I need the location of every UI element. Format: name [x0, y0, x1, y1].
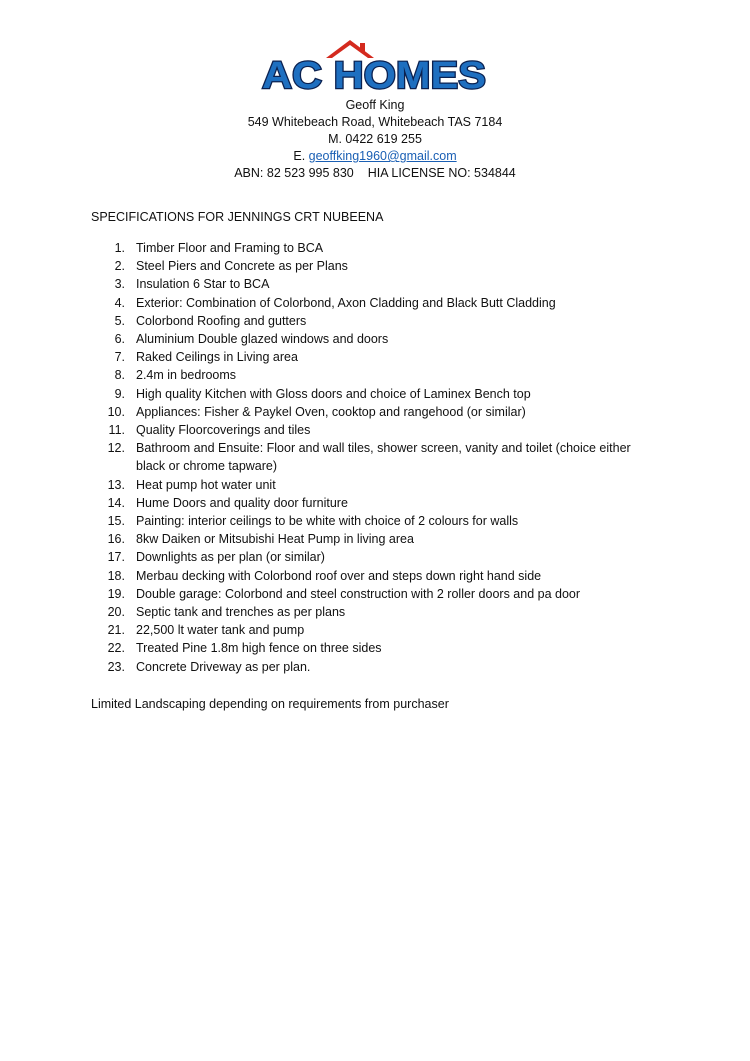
list-item — [91, 403, 661, 421]
list-item — [91, 603, 661, 621]
list-item — [91, 621, 661, 639]
list-item — [91, 257, 661, 275]
list-item-text: Double garage: Colorbond and steel construction with 2 roller doors and pa door — [136, 586, 581, 601]
list-item-text: 22,500 lt water tank and pump — [136, 623, 305, 638]
list-item-number: 5. — [114, 313, 125, 328]
list-item-number: 7. — [114, 350, 125, 365]
list-item-text: Raked Ceilings in Living area — [136, 350, 298, 365]
list-item-number: 10. — [107, 404, 125, 419]
company-logo — [258, 38, 490, 94]
list-item — [91, 585, 661, 603]
list-item — [91, 639, 661, 657]
mobile-number: M. 0422 619 255 — [328, 132, 422, 146]
list-item-number: 3. — [114, 277, 125, 292]
landscaping-note: Limited Landscaping depending on requirements from purchaser — [91, 697, 449, 711]
house-roof-icon — [258, 38, 490, 94]
list-item — [91, 548, 661, 566]
list-item-text: Painting: interior ceilings to be white with choice of 2 colours for walls — [136, 514, 519, 529]
email-prefix: E. — [293, 149, 306, 163]
list-item-number: 22. — [107, 641, 125, 656]
list-item — [91, 439, 661, 475]
list-item-number: 18. — [107, 568, 125, 583]
list-item-text: Steel Piers and Concrete as per Plans — [136, 259, 348, 274]
list-item — [91, 567, 661, 585]
list-item — [91, 348, 661, 366]
list-item-number: 9. — [114, 386, 125, 401]
list-item — [91, 239, 661, 257]
list-item-number: 16. — [107, 532, 125, 547]
list-item-number: 8. — [114, 368, 125, 383]
list-item-number: 2. — [114, 259, 125, 274]
hia-license: HIA LICENSE NO: 534844 — [367, 166, 516, 180]
list-item-text: Merbau decking with Colorbond roof over and steps down right hand side — [136, 568, 542, 583]
list-item-text: Quality Floorcoverings and tiles — [136, 423, 311, 438]
registration-line — [0, 165, 750, 182]
owner-name: Geoff King — [345, 98, 405, 112]
list-item-number: 20. — [107, 605, 125, 620]
list-item-number: 6. — [114, 332, 125, 347]
specifications-list — [91, 239, 661, 676]
list-item-number: 21. — [107, 623, 125, 638]
email-line — [0, 148, 750, 165]
list-item-text: Downlights as per plan (or similar) — [136, 550, 325, 565]
list-item-text: Treated Pine 1.8m high fence on three sides — [136, 641, 382, 656]
list-item-number: 4. — [114, 295, 125, 310]
list-item-text: Aluminium Double glazed windows and doors — [136, 332, 389, 347]
list-item — [91, 658, 661, 676]
list-item-number: 17. — [107, 550, 125, 565]
list-item-text: Appliances: Fisher & Paykel Oven, cooktop and rangehood (or similar) — [136, 404, 526, 419]
list-item — [91, 312, 661, 330]
list-item — [91, 294, 661, 312]
list-item-number: 14. — [107, 495, 125, 510]
specifications-heading: SPECIFICATIONS FOR JENNINGS CRT NUBEENA — [91, 210, 384, 224]
abn-number: ABN: 82 523 995 830 — [234, 166, 354, 180]
list-item-text: Heat pump hot water unit — [136, 477, 276, 492]
list-item-text: 8kw Daiken or Mitsubishi Heat Pump in living area — [136, 532, 414, 547]
list-item — [91, 476, 661, 494]
logo-text: AC HOMES — [262, 55, 486, 94]
list-item-text: Concrete Driveway as per plan. — [136, 659, 311, 674]
list-item — [91, 366, 661, 384]
letterhead — [0, 97, 750, 182]
list-item-text: Insulation 6 Star to BCA — [136, 277, 270, 292]
list-item-text: Hume Doors and quality door furniture — [136, 495, 348, 510]
list-item-text: 2.4m in bedrooms — [136, 368, 237, 383]
list-item-text: Septic tank and trenches as per plans — [136, 605, 346, 620]
list-item — [91, 421, 661, 439]
list-item-number: 1. — [114, 241, 125, 255]
list-item-text: Exterior: Combination of Colorbond, Axon Cladding and Black Butt Cladding — [136, 295, 556, 310]
list-item-number: 15. — [107, 514, 125, 529]
email-link[interactable]: geoffking1960@gmail.com — [308, 149, 457, 163]
list-item — [91, 530, 661, 548]
list-item-text: Colorbond Roofing and gutters — [136, 313, 307, 328]
list-item-number: 11. — [108, 423, 125, 438]
list-item-text: Bathroom and Ensuite: Floor and wall tiles, shower screen, vanity and toilet (choice either black or chrome tapware) — [136, 441, 631, 474]
business-address: 549 Whitebeach Road, Whitebeach TAS 7184 — [247, 115, 503, 129]
list-item — [91, 275, 661, 293]
list-item — [91, 330, 661, 348]
list-item-number: 13. — [107, 477, 125, 492]
list-item-text: Timber Floor and Framing to BCA — [136, 241, 324, 255]
list-item — [91, 512, 661, 530]
chimney-shape — [360, 43, 365, 52]
list-item-number: 23. — [107, 659, 125, 674]
list-item — [91, 494, 661, 512]
list-item-number: 12. — [107, 441, 125, 456]
list-item-text: High quality Kitchen with Gloss doors and choice of Laminex Bench top — [136, 386, 531, 401]
list-item-number: 19. — [107, 586, 125, 601]
list-item — [91, 385, 661, 403]
